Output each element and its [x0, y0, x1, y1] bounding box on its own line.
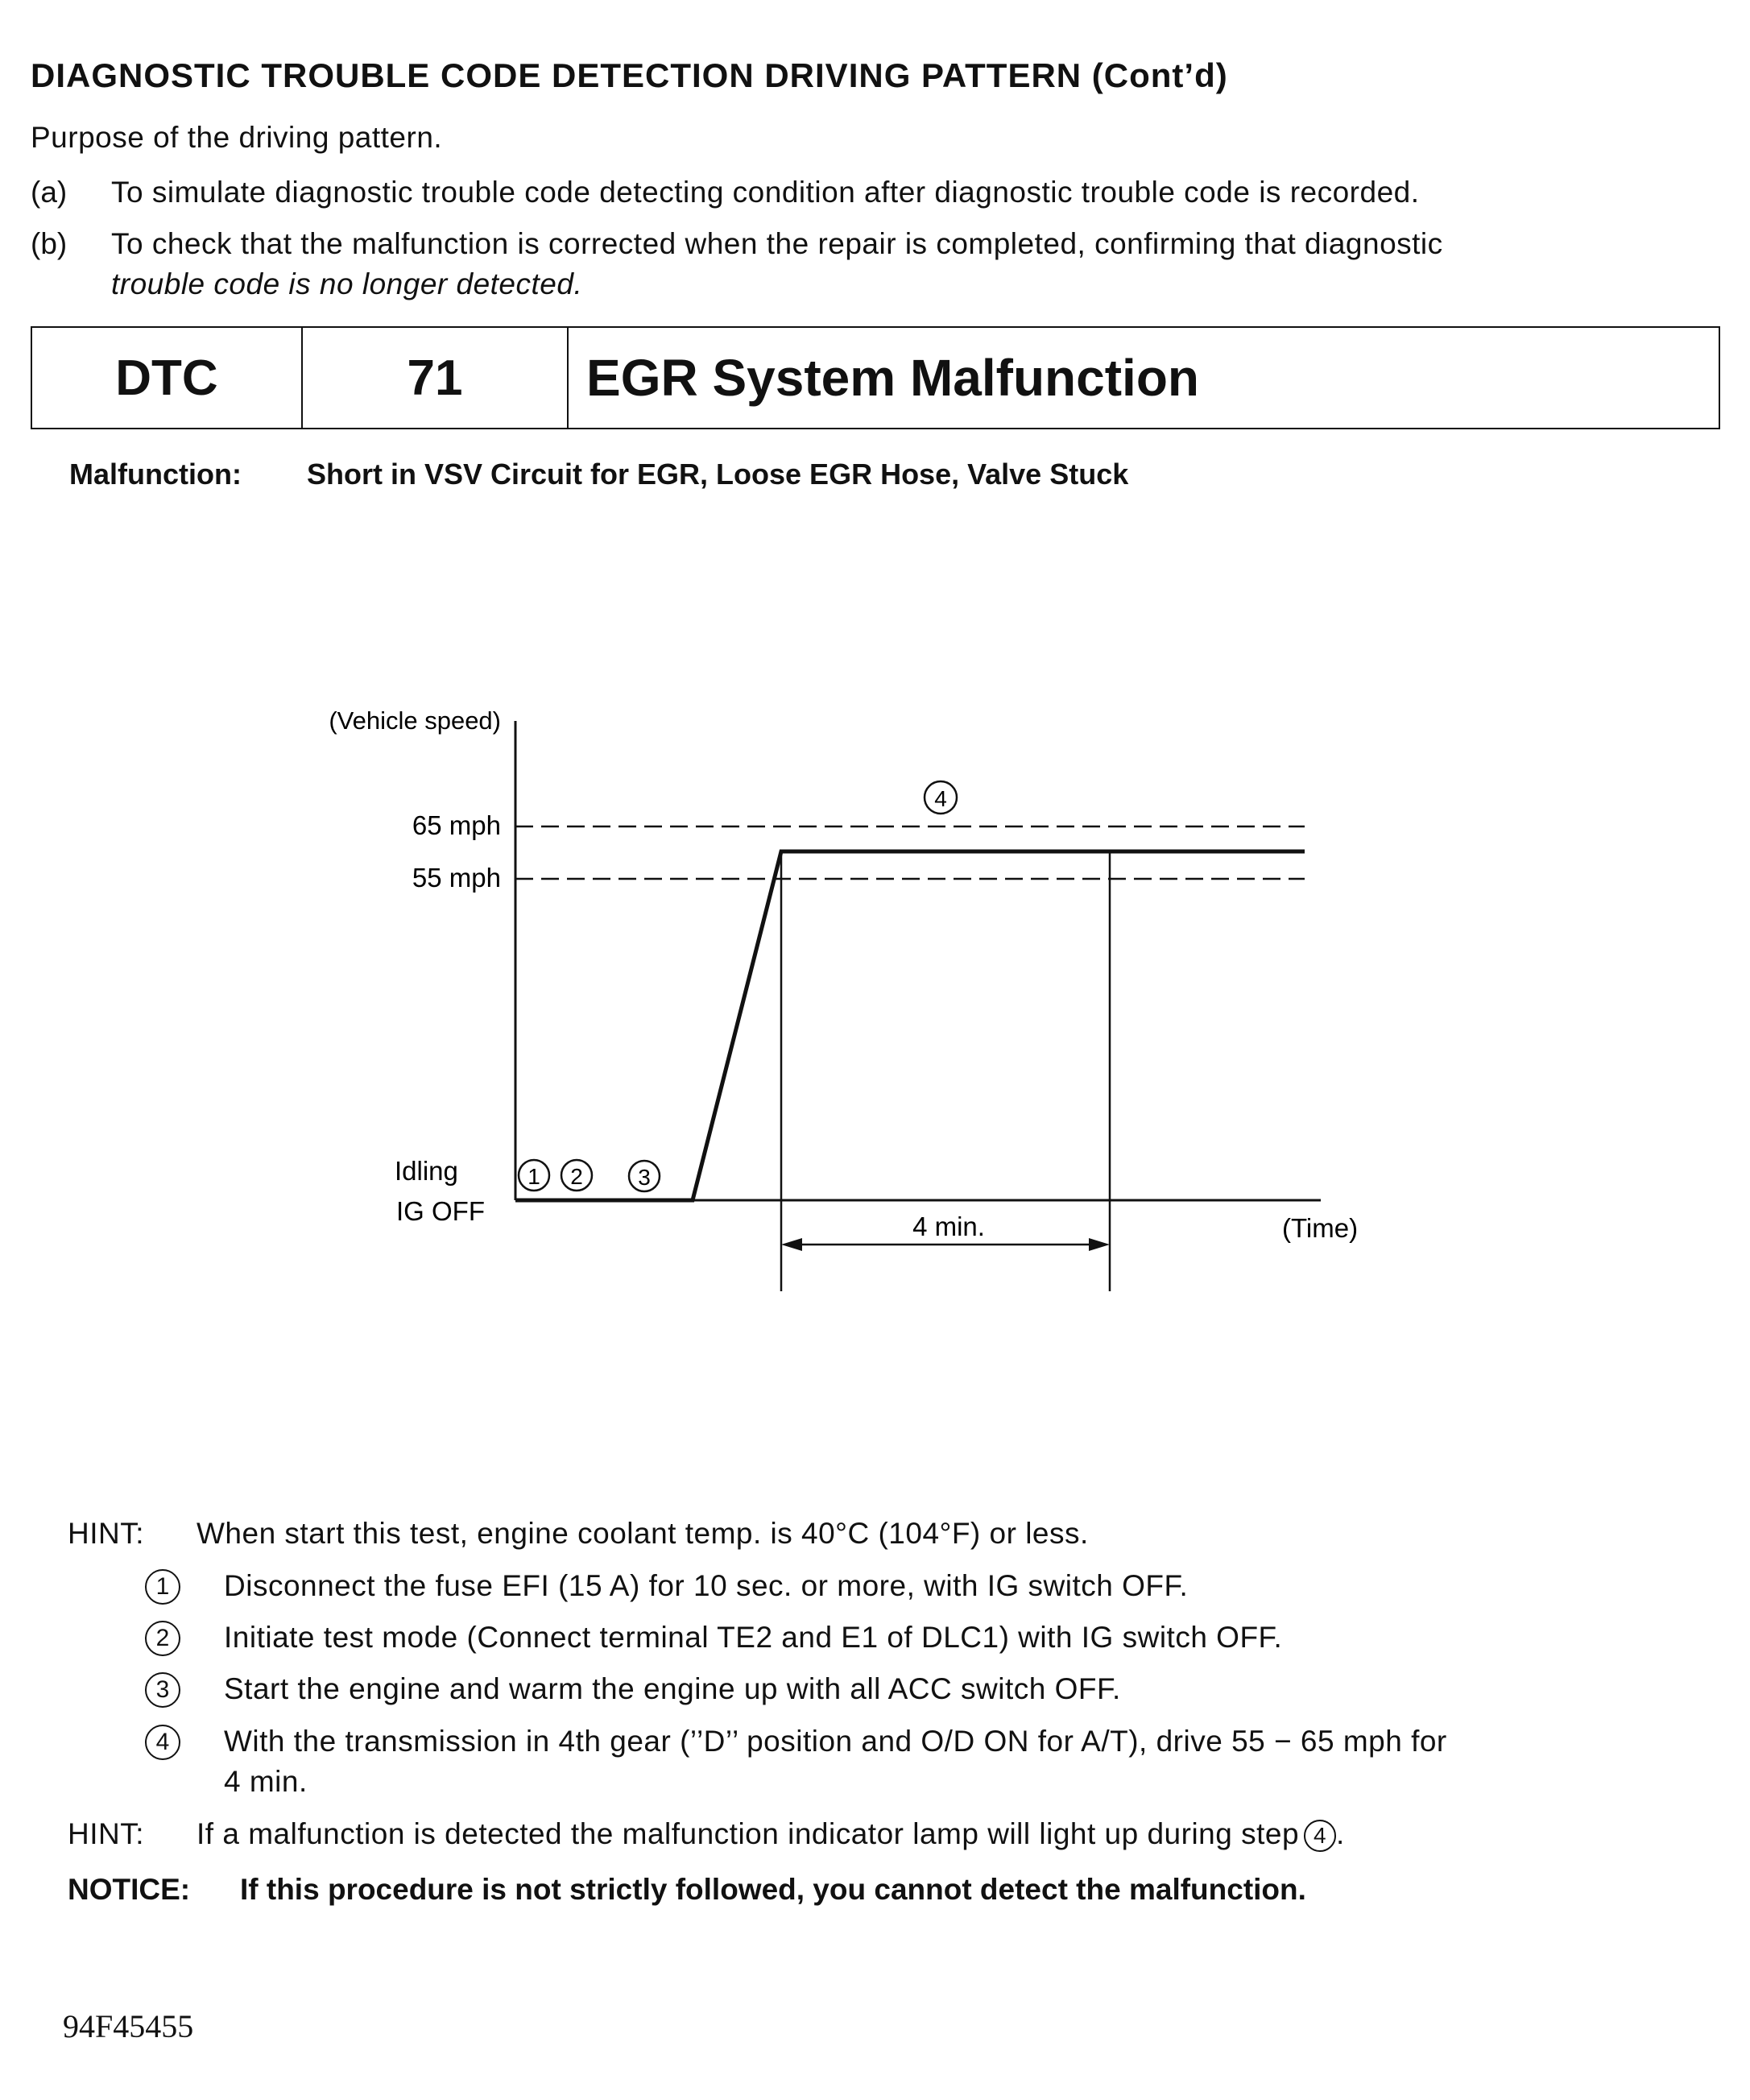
purpose-item-b-text-line2: trouble code is no longer detected. [111, 267, 583, 300]
step-marker-2 [561, 1160, 592, 1191]
hint-line-2 [68, 1817, 1345, 1852]
step-4-text-line1: With the transmission in 4th gear (’’D’’ position and O/D ON for A/T), drive 55 − 65 mph for [224, 1725, 1447, 1758]
step-3-text: Start the engine and warm the engine up with all ACC switch OFF. [224, 1672, 1121, 1705]
svg-text:3: 3 [638, 1165, 651, 1190]
step-1-number: 1 [145, 1569, 180, 1605]
hint-label: HINT: [68, 1517, 144, 1550]
hint-second-label: HINT: [68, 1817, 144, 1850]
malfunction-text: Short in VSV Circuit for EGR, Loose EGR Hose, Valve Stuck [307, 458, 1129, 491]
step-4-text-line2: 4 min. [224, 1765, 308, 1798]
step-1-text: Disconnect the fuse EFI (15 A) for 10 sec. or more, with IG switch OFF. [224, 1569, 1189, 1602]
step-marker-3 [629, 1161, 660, 1191]
notice-label: NOTICE: [68, 1873, 191, 1906]
step-4-number: 4 [145, 1725, 180, 1760]
dtc-title: EGR System Malfunction [586, 349, 1199, 407]
step-2-text: Initiate test mode (Connect terminal TE2 and E1 of DLC1) with IG switch OFF. [224, 1621, 1283, 1654]
hint-line-1 [68, 1517, 1089, 1551]
step-2-number: 2 [145, 1621, 180, 1656]
y-tick-idling: Idling [395, 1156, 458, 1186]
notice-text: If this procedure is not strictly followed, you cannot detect the malfunction. [240, 1873, 1306, 1906]
dtc-code: 71 [303, 328, 569, 428]
dtc-label: DTC [32, 328, 303, 428]
x-axis-label: (Time) [1282, 1213, 1359, 1243]
hint-second-step: 4 [1304, 1820, 1336, 1852]
interval-arrow-right-icon [1089, 1238, 1110, 1251]
step-3-number: 3 [145, 1672, 180, 1708]
purpose-intro: Purpose of the driving pattern. [31, 121, 443, 154]
y-tick-55-mph: 55 mph [412, 863, 501, 893]
svg-text:4: 4 [934, 786, 947, 811]
speed-profile-line [515, 851, 1305, 1200]
step-marker-4 [925, 781, 957, 814]
svg-text:1: 1 [527, 1164, 540, 1189]
purpose-item-b-text-line1: To check that the malfunction is corrected when the repair is completed, confirming that diagnostic [111, 227, 1443, 260]
hint-second-text: If a malfunction is detected the malfunction indicator lamp will light up during step [197, 1817, 1300, 1850]
document-id: 94F45455 [63, 2008, 194, 2044]
interval-label: 4 min. [912, 1212, 985, 1241]
purpose-item-b-letter: (b) [31, 227, 68, 260]
hint-second-end: . [1336, 1817, 1345, 1850]
malfunction-label: Malfunction: [69, 458, 242, 491]
y-axis-label: (Vehicle speed) [329, 706, 501, 735]
y-tick-65-mph: 65 mph [412, 810, 501, 840]
purpose-item-a-text: To simulate diagnostic trouble code detecting condition after diagnostic trouble code is recorded. [111, 176, 1420, 209]
notice-line [68, 1873, 1306, 1907]
y-tick-ig-off: IG OFF [396, 1196, 485, 1226]
hint-intro: When start this test, engine coolant temp. is 40°C (104°F) or less. [197, 1517, 1089, 1550]
svg-text:2: 2 [570, 1164, 583, 1189]
interval-arrow-left-icon [781, 1238, 802, 1251]
purpose-item-a-letter: (a) [31, 176, 68, 209]
page-title: DIAGNOSTIC TROUBLE CODE DETECTION DRIVING PATTERN (Cont’d) [31, 56, 1228, 94]
step-marker-1 [519, 1160, 549, 1191]
